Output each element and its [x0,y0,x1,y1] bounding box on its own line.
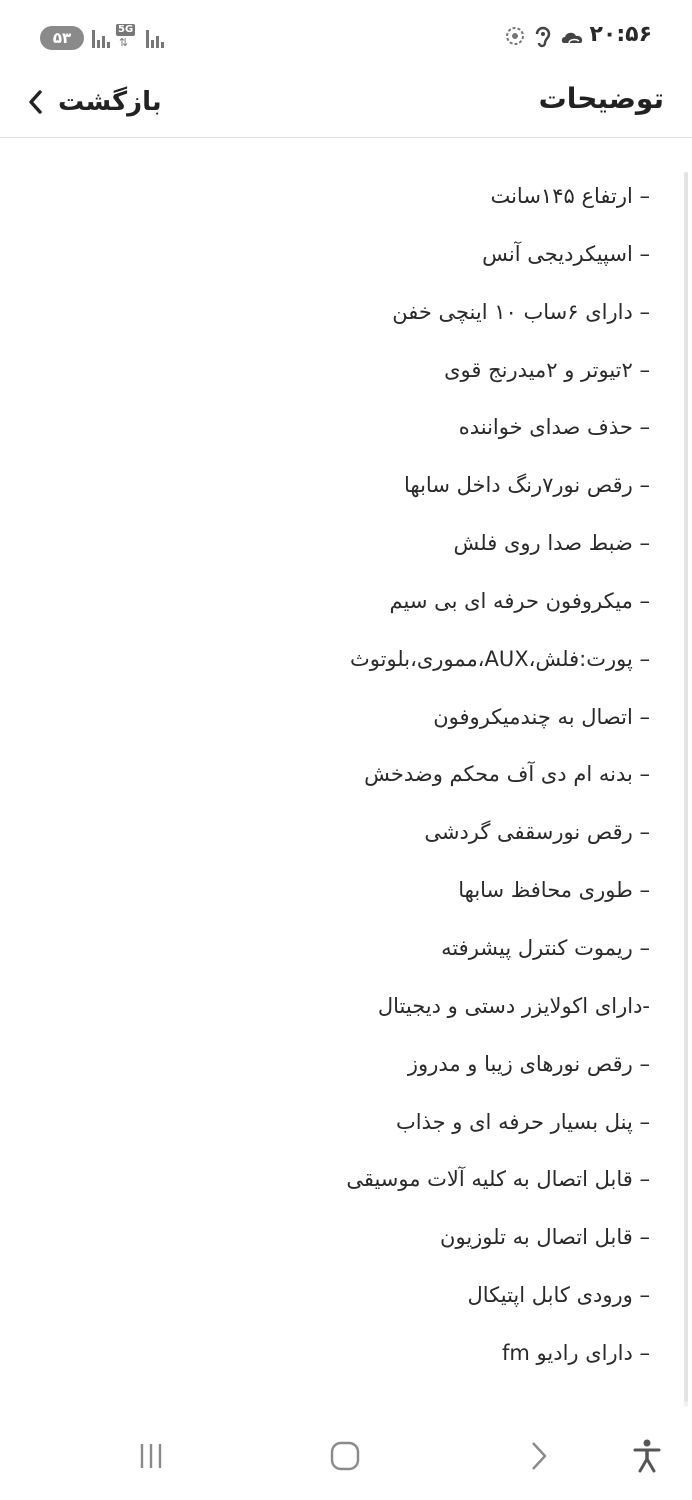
list-item: – میکروفون حرفه ای بی سیم [389,588,650,613]
nav-back-button[interactable] [515,1436,563,1476]
list-item: – اسپیکردیجی آنس [482,241,650,266]
battery-indicator [40,26,84,50]
battery-level: ۵۳ [52,29,72,47]
list-item: – ۲تیوتر و ۲میدرنج قوی [444,357,650,382]
navigation-bar [0,1408,692,1500]
status-time: ۲۰:۵۶ [589,22,652,47]
list-item: – قابل اتصال به تلوزیون [440,1225,650,1250]
signal-icon [146,28,166,48]
list-item: – رقص نورسقفی گردشی [424,820,650,845]
list-item: – اتصال به چندمیکروفون [433,704,650,729]
back-label: بازگشت [58,87,162,117]
list-item: – ورودی کابل اپتیکال [467,1283,650,1308]
scrollbar[interactable] [684,172,688,1407]
list-item: – رقص نورهای زیبا و مدروز [407,1051,650,1076]
home-button[interactable] [321,1436,369,1476]
ear-icon [532,25,554,49]
description-content[interactable] [0,138,692,1408]
list-item: – طوری محافظ سابها [458,878,650,903]
list-item: – قابل اتصال به کلیه آلات موسیقی [346,1167,650,1192]
accessibility-button[interactable] [623,1436,671,1476]
signal-icon [92,28,112,48]
back-icon [528,1440,550,1472]
list-item: – حذف صدای خواننده [458,415,650,440]
scrollbar-thumb[interactable] [684,172,688,1402]
list-item: – ارتفاع ۱۴۵سانت [490,184,650,208]
hotspot-icon [504,25,526,47]
list-item: – رقص نور۷رنگ داخل سابها [404,473,650,498]
status-bar [0,0,692,70]
chevron-left-icon [28,89,44,115]
home-icon [329,1440,361,1472]
recents-button[interactable] [127,1436,175,1476]
list-item: – دارای رادیو fm [501,1340,650,1365]
list-item: – دارای ۶ساب ۱۰ اینچی خفن [392,299,650,324]
cloud-icon [560,27,588,49]
page-title: توضیحات [538,82,664,115]
list-item: – ضبط صدا روی فلش [453,531,650,556]
list-item: – پورت:فلش،AUX،مموری،بلوتوث [349,646,650,671]
list-item: – بدنه ام دی آف محکم وضدخش [364,762,650,787]
back-button[interactable] [28,82,162,122]
recents-icon [136,1441,166,1471]
app-header [0,70,692,138]
list-item: – ریموت کنترل پیشرفته [441,935,650,960]
description-list [50,168,650,1383]
accessibility-icon [633,1438,661,1474]
5g-icon: 5G ⇅ [118,24,134,49]
list-item: – پنل بسیار حرفه ای و جذاب [396,1109,650,1134]
list-item: -دارای اکولایزر دستی و دیجیتال [377,993,650,1018]
